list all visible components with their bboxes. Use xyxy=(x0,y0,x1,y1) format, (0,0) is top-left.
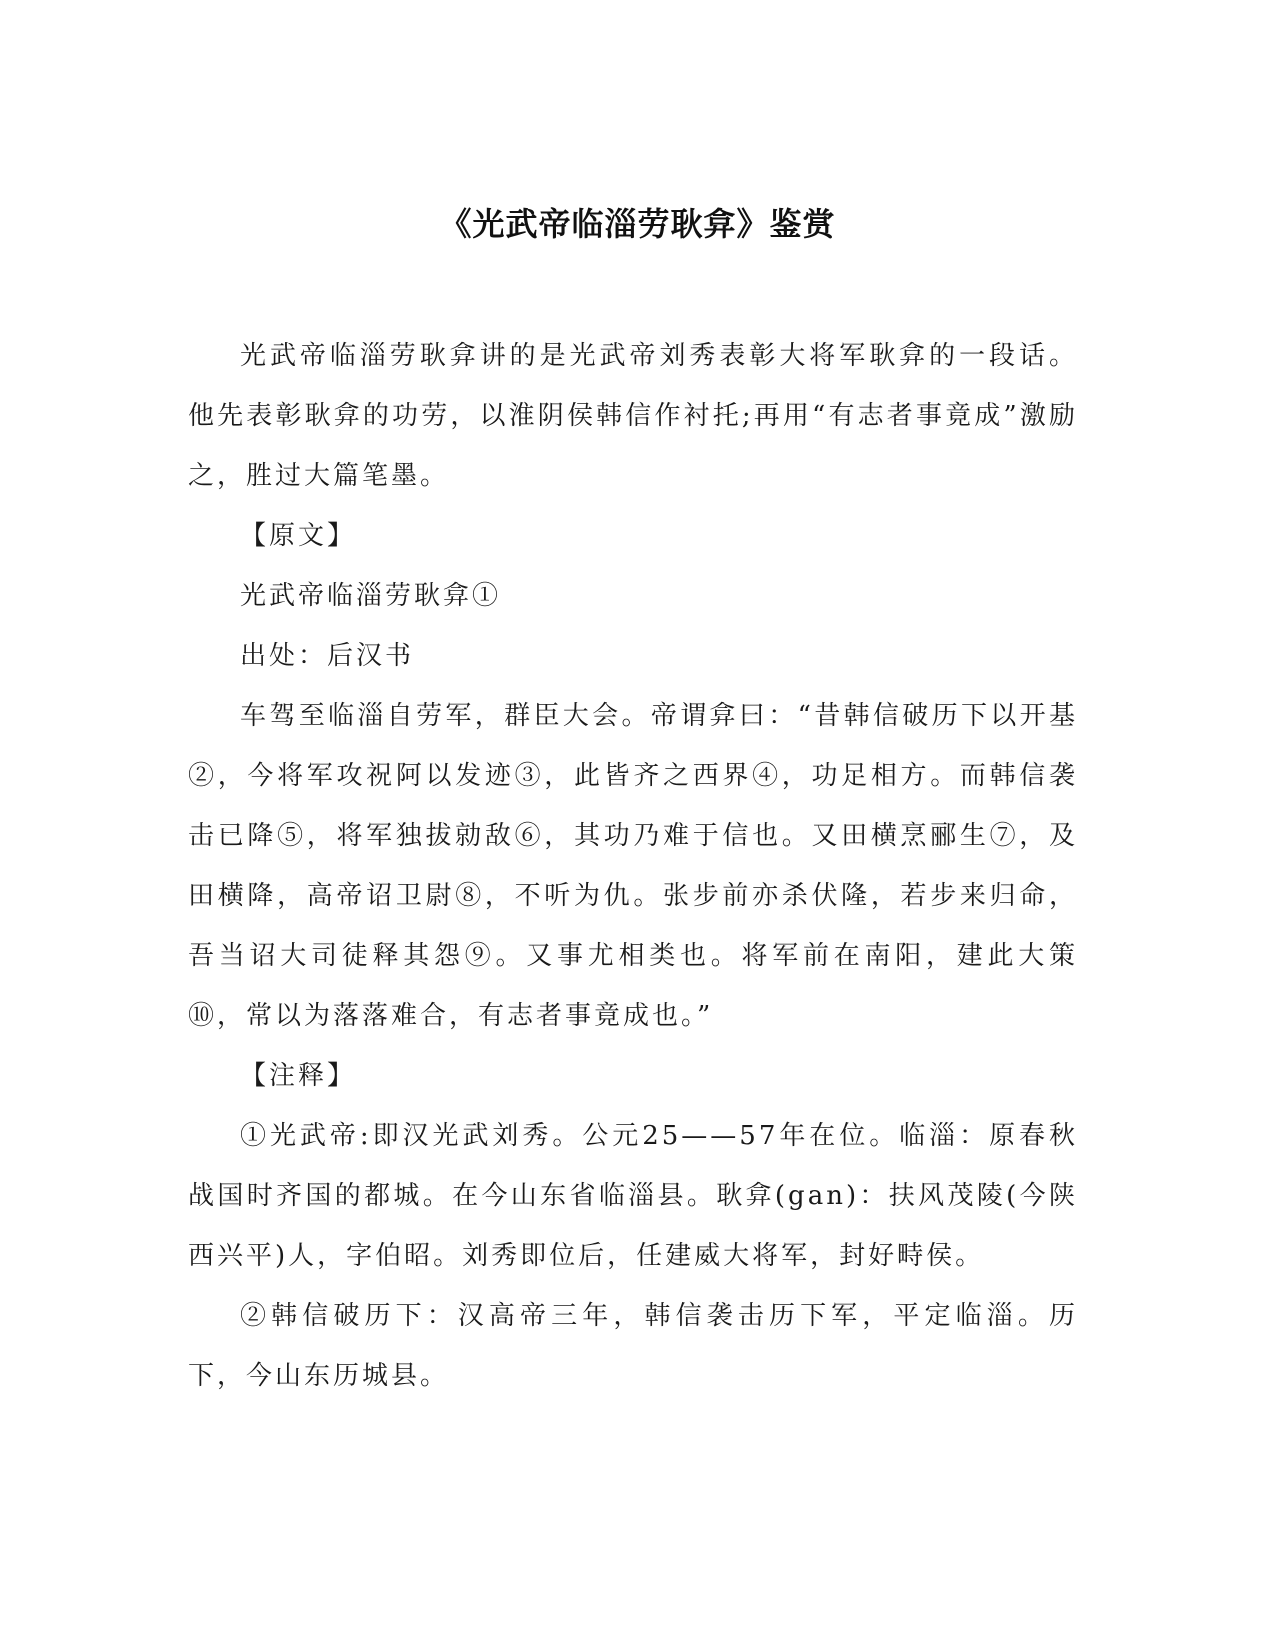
original-text-title: 光武帝临淄劳耿弇① xyxy=(240,581,502,611)
source-line: 出处：后汉书 xyxy=(240,641,415,671)
section-heading-original-text: 【原文】 xyxy=(240,521,357,551)
section-heading-notes: 【注释】 xyxy=(240,1061,357,1091)
intro-paragraph: 光武帝临淄劳耿弇讲的是光武帝刘秀表彰大将军耿弇的一段话。他先表彰耿弇的功劳，以淮阴侯韩信作衬托;再用“有志者事竟成”激励之，胜过大篇笔墨。 xyxy=(188,341,1078,491)
document-body xyxy=(188,326,1078,1406)
document-title: 《光武帝临淄劳耿弇》鉴赏 xyxy=(439,205,836,243)
note-item: ②韩信破历下：汉高帝三年，韩信袭击历下军，平定临淄。历下，今山东历城县。 xyxy=(188,1301,1078,1391)
note-item: ①光武帝:即汉光武刘秀。公元25——57年在位。临淄：原春秋战国时齐国的都城。在今山东省临淄县。耿弇(gan)：扶风茂陵(今陕西兴平)人，字伯昭。刘秀即位后，任建威大将军，封好畤侯。 xyxy=(188,1121,1078,1271)
original-text-paragraph: 车驾至临淄自劳军，群臣大会。帝谓弇曰：“昔韩信破历下以开基②，今将军攻祝阿以发迹③，此皆齐之西界④，功足相方。而韩信袭击已降⑤，将军独拔勍敌⑥，其功乃难于信也。又田横烹郦生⑦，及田横降，高帝诏卫尉⑧，不听为仇。张步前亦杀伏隆，若步来归命，吾当诏大司徒释其怨⑨。又事尤相类也。将军前在南阳，建此大策⑩，常以为落落难合，有志者事竟成也。” xyxy=(188,701,1078,1031)
